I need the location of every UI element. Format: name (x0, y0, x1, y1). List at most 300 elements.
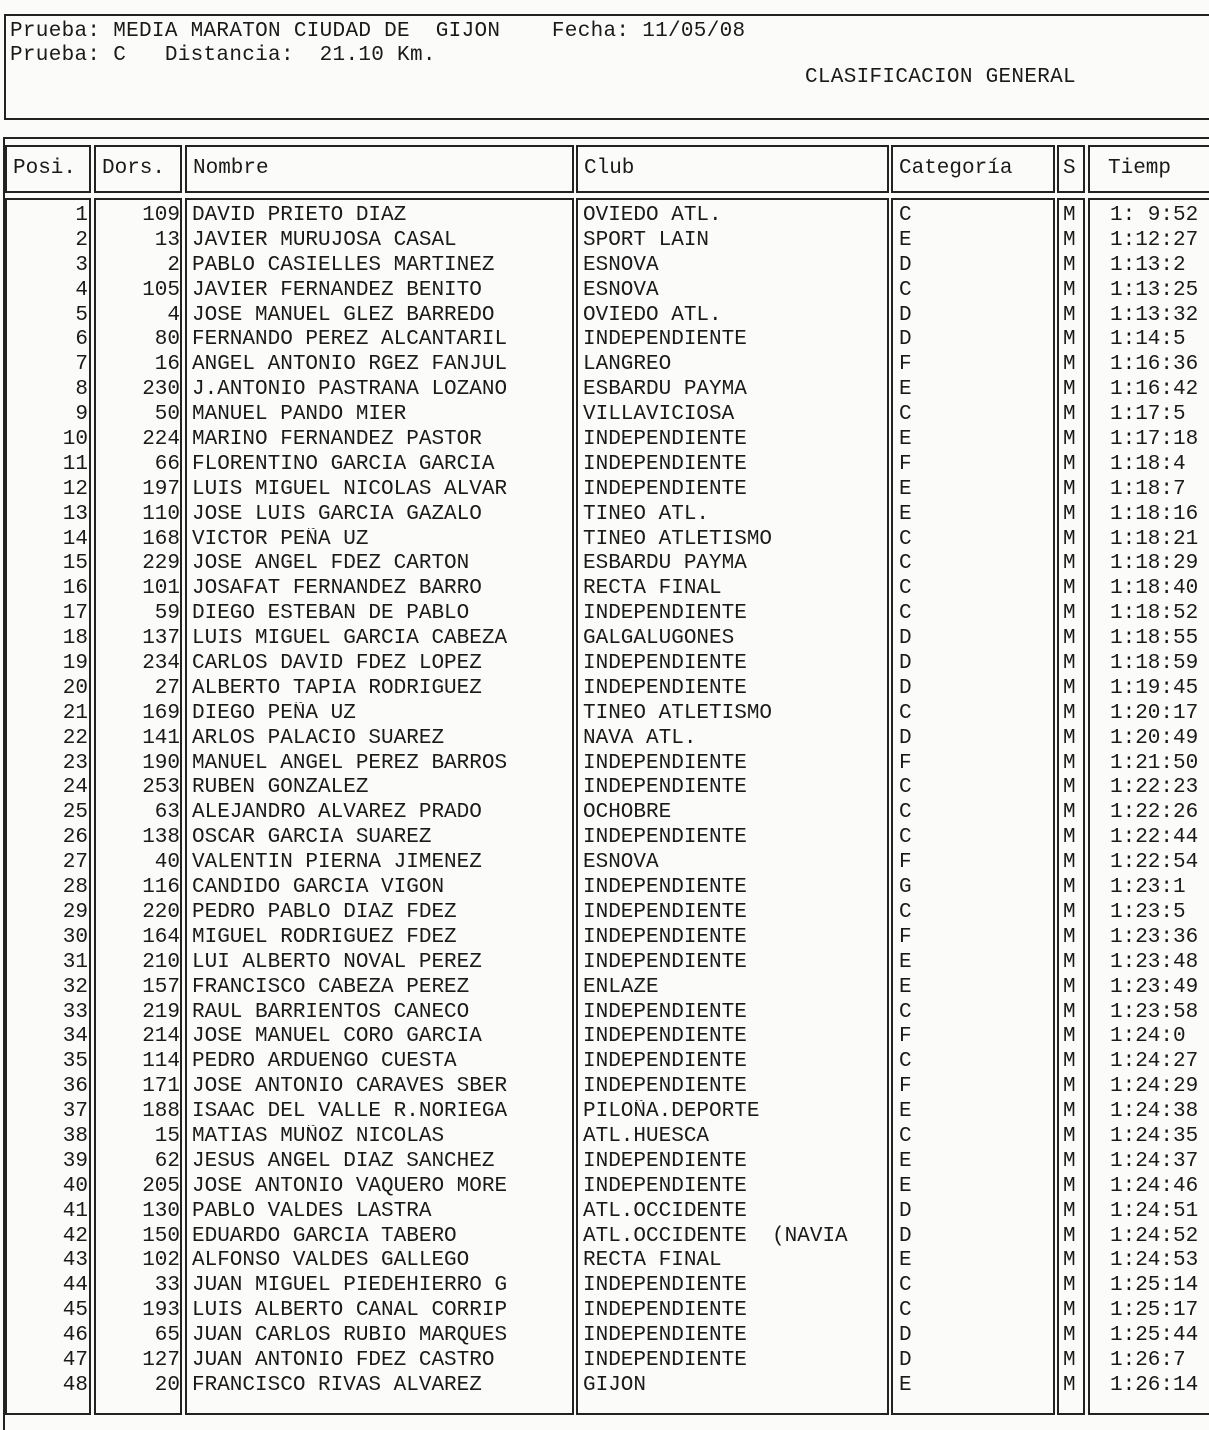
club-cell: ENLAZE (583, 975, 659, 999)
time-cell: 1:21:50 (1110, 751, 1199, 775)
sex-cell: M (1063, 1149, 1076, 1173)
sex-cell: M (1063, 502, 1076, 526)
table-row (0, 1100, 1209, 1125)
position-cell: 22 (62, 726, 88, 750)
sex-cell: M (1063, 602, 1076, 626)
name-cell: MANUEL PANDO MIER (192, 403, 407, 427)
sex-cell: M (1063, 253, 1076, 277)
time-cell: 1:18:59 (1110, 652, 1199, 676)
dorsal-cell: 114 (142, 1050, 180, 1074)
club-cell: INDEPENDIENTE (583, 925, 747, 949)
time-cell: 1:16:42 (1110, 378, 1199, 402)
sex-cell: M (1063, 378, 1076, 402)
time-cell: 1:24:35 (1110, 1124, 1199, 1148)
category-cell: E (899, 477, 912, 501)
time-cell: 1:20:49 (1110, 726, 1199, 750)
table-row (0, 1225, 1209, 1250)
name-cell: ISAAC DEL VALLE R.NORIEGA (192, 1100, 508, 1124)
name-cell: JAVIER FERNANDEZ BENITO (192, 278, 482, 302)
position-cell: 39 (62, 1149, 88, 1173)
club-cell: PILOÑA.DEPORTE (583, 1100, 760, 1124)
dorsal-cell: 127 (142, 1348, 180, 1372)
table-row (0, 752, 1209, 777)
time-cell: 1:24:0 (1110, 1025, 1186, 1049)
name-cell: EDUARDO GARCIA TABERO (192, 1224, 457, 1248)
position-cell: 6 (75, 328, 88, 352)
table-row (0, 776, 1209, 801)
header-categoria: Categoría (891, 145, 1055, 193)
category-cell: C (899, 776, 912, 800)
header-posi: Posi. (5, 145, 91, 193)
club-cell: INDEPENDIENTE (583, 900, 747, 924)
sex-cell: M (1063, 1100, 1076, 1124)
category-cell: C (899, 577, 912, 601)
time-cell: 1:23:36 (1110, 925, 1199, 949)
club-cell: LANGREO (583, 353, 672, 377)
race-distance-line: Prueba: C Distancia: 21.10 Km. (10, 44, 436, 67)
time-cell: 1:24:29 (1110, 1075, 1199, 1099)
name-cell: ALEJANDRO ALVAREZ PRADO (192, 801, 482, 825)
name-cell: J.ANTONIO PASTRANA LOZANO (192, 378, 508, 402)
time-cell: 1:18:21 (1110, 527, 1199, 551)
time-cell: 1:23:5 (1110, 900, 1186, 924)
name-cell: LUIS ALBERTO CANAL CORRIP (192, 1299, 508, 1323)
sex-cell: M (1063, 801, 1076, 825)
dorsal-cell: 230 (142, 378, 180, 402)
table-row (0, 328, 1209, 353)
dorsal-cell: 220 (142, 900, 180, 924)
club-cell: ATL.OCCIDENTE (583, 1199, 747, 1223)
table-row (0, 1150, 1209, 1175)
sex-cell: M (1063, 876, 1076, 900)
table-row (0, 1175, 1209, 1200)
sex-cell: M (1063, 527, 1076, 551)
category-cell: C (899, 801, 912, 825)
category-cell: C (899, 900, 912, 924)
club-cell: GIJON (583, 1373, 647, 1397)
table-row (0, 577, 1209, 602)
table-row (0, 826, 1209, 851)
sex-cell: M (1063, 1324, 1076, 1348)
club-cell: OVIEDO ATL. (583, 204, 722, 227)
dorsal-cell: 33 (154, 1274, 180, 1298)
category-cell: E (899, 1373, 912, 1397)
position-cell: 34 (62, 1025, 88, 1049)
table-row (0, 1050, 1209, 1075)
dorsal-cell: 27 (154, 676, 180, 700)
time-cell: 1:13:2 (1110, 253, 1186, 277)
time-cell: 1:24:27 (1110, 1050, 1199, 1074)
time-cell: 1:14:5 (1110, 328, 1186, 352)
sex-cell: M (1063, 925, 1076, 949)
position-cell: 47 (62, 1348, 88, 1372)
club-cell: OVIEDO ATL. (583, 303, 722, 327)
position-cell: 10 (62, 428, 88, 452)
club-cell: ESBARDU PAYMA (583, 552, 747, 576)
name-cell: CANDIDO GARCIA VIGON (192, 876, 445, 900)
time-cell: 1:16:36 (1110, 353, 1199, 377)
position-cell: 12 (62, 477, 88, 501)
position-cell: 25 (62, 801, 88, 825)
name-cell: JOSE ANTONIO CARAVES SBER (192, 1075, 508, 1099)
club-cell: INDEPENDIENTE (583, 1025, 747, 1049)
category-cell: D (899, 1324, 912, 1348)
position-cell: 26 (62, 826, 88, 850)
dorsal-cell: 13 (154, 228, 180, 252)
sex-cell: M (1063, 477, 1076, 501)
time-cell: 1:24:51 (1110, 1199, 1199, 1223)
dorsal-cell: 50 (154, 403, 180, 427)
club-cell: INDEPENDIENTE (583, 452, 747, 476)
category-cell: F (899, 452, 912, 476)
sex-cell: M (1063, 851, 1076, 875)
club-cell: INDEPENDIENTE (583, 1149, 747, 1173)
name-cell: DAVID PRIETO DIAZ (192, 204, 407, 227)
table-row (0, 304, 1209, 329)
sex-cell: M (1063, 1348, 1076, 1372)
table-row (0, 254, 1209, 279)
name-cell: FRANCISCO CABEZA PEREZ (192, 975, 470, 999)
name-cell: PEDRO ARDUENGO CUESTA (192, 1050, 457, 1074)
club-cell: TINEO ATLETISMO (583, 527, 773, 551)
sex-cell: M (1063, 975, 1076, 999)
sex-cell: M (1063, 1224, 1076, 1248)
category-cell: D (899, 328, 912, 352)
club-cell: INDEPENDIENTE (583, 602, 747, 626)
sex-cell: M (1063, 1373, 1076, 1397)
club-cell: ESNOVA (583, 278, 659, 302)
header-sexo: S (1057, 145, 1085, 193)
position-cell: 16 (62, 577, 88, 601)
position-cell: 42 (62, 1224, 88, 1248)
club-cell: INDEPENDIENTE (583, 1050, 747, 1074)
dorsal-cell: 229 (142, 552, 180, 576)
sex-cell: M (1063, 950, 1076, 974)
club-cell: TINEO ATL. (583, 502, 710, 526)
name-cell: JOSE ANGEL FDEZ CARTON (192, 552, 470, 576)
time-cell: 1:26:14 (1110, 1373, 1199, 1397)
category-cell: C (899, 204, 912, 227)
sex-cell: M (1063, 577, 1076, 601)
club-cell: RECTA FINAL (583, 1249, 722, 1273)
dorsal-cell: 193 (142, 1299, 180, 1323)
table-row (0, 1299, 1209, 1324)
time-cell: 1:18:7 (1110, 477, 1186, 501)
dorsal-cell: 164 (142, 925, 180, 949)
category-cell: C (899, 1050, 912, 1074)
category-cell: E (899, 1100, 912, 1124)
position-cell: 27 (62, 851, 88, 875)
category-cell: C (899, 602, 912, 626)
table-row (0, 428, 1209, 453)
position-cell: 44 (62, 1274, 88, 1298)
table-row (0, 403, 1209, 428)
sex-cell: M (1063, 1075, 1076, 1099)
club-cell: TINEO ATLETISMO (583, 701, 773, 725)
sex-cell: M (1063, 1174, 1076, 1198)
time-cell: 1:24:38 (1110, 1100, 1199, 1124)
sex-cell: M (1063, 1274, 1076, 1298)
table-row (0, 1125, 1209, 1150)
sex-cell: M (1063, 1124, 1076, 1148)
position-cell: 17 (62, 602, 88, 626)
name-cell: JOSE MANUEL GLEZ BARREDO (192, 303, 495, 327)
club-cell: INDEPENDIENTE (583, 477, 747, 501)
position-cell: 31 (62, 950, 88, 974)
name-cell: JAVIER MURUJOSA CASAL (192, 228, 457, 252)
name-cell: JOSE LUIS GARCIA GAZALO (192, 502, 482, 526)
sex-cell: M (1063, 726, 1076, 750)
name-cell: MARINO FERNANDEZ PASTOR (192, 428, 482, 452)
category-cell: C (899, 527, 912, 551)
dorsal-cell: 16 (154, 353, 180, 377)
name-cell: JOSE MANUEL CORO GARCIA (192, 1025, 482, 1049)
category-cell: F (899, 751, 912, 775)
position-cell: 28 (62, 876, 88, 900)
table-row (0, 1274, 1209, 1299)
category-cell: E (899, 1174, 912, 1198)
position-cell: 41 (62, 1199, 88, 1223)
club-cell: ATL.OCCIDENTE (NAVIA (583, 1224, 848, 1248)
sex-cell: M (1063, 826, 1076, 850)
dorsal-cell: 157 (142, 975, 180, 999)
sex-cell: M (1063, 328, 1076, 352)
dorsal-cell: 59 (154, 602, 180, 626)
club-cell: ESNOVA (583, 851, 659, 875)
header-dors: Dors. (94, 145, 182, 193)
sex-cell: M (1063, 1025, 1076, 1049)
table-row (0, 204, 1209, 229)
position-cell: 13 (62, 502, 88, 526)
category-cell: C (899, 701, 912, 725)
category-cell: E (899, 428, 912, 452)
name-cell: ARLOS PALACIO SUAREZ (192, 726, 445, 750)
club-cell: INDEPENDIENTE (583, 676, 747, 700)
category-cell: E (899, 378, 912, 402)
table-row (0, 677, 1209, 702)
position-cell: 5 (75, 303, 88, 327)
dorsal-cell: 15 (154, 1124, 180, 1148)
position-cell: 7 (75, 353, 88, 377)
time-cell: 1:24:37 (1110, 1149, 1199, 1173)
time-cell: 1:22:23 (1110, 776, 1199, 800)
time-cell: 1:18:4 (1110, 452, 1186, 476)
name-cell: FRANCISCO RIVAS ALVAREZ (192, 1373, 482, 1397)
time-cell: 1:17:18 (1110, 428, 1199, 452)
category-cell: C (899, 278, 912, 302)
dorsal-cell: 105 (142, 278, 180, 302)
dorsal-cell: 137 (142, 627, 180, 651)
position-cell: 29 (62, 900, 88, 924)
sex-cell: M (1063, 1249, 1076, 1273)
position-cell: 8 (75, 378, 88, 402)
position-cell: 33 (62, 1000, 88, 1024)
position-cell: 21 (62, 701, 88, 725)
club-cell: ESBARDU PAYMA (583, 378, 747, 402)
name-cell: JOSAFAT FERNANDEZ BARRO (192, 577, 482, 601)
category-cell: C (899, 826, 912, 850)
dorsal-cell: 20 (154, 1373, 180, 1397)
dorsal-cell: 109 (142, 204, 180, 227)
club-cell: NAVA ATL. (583, 726, 697, 750)
results-rows (0, 204, 1209, 1399)
club-cell: INDEPENDIENTE (583, 428, 747, 452)
category-cell: G (899, 876, 912, 900)
club-cell: INDEPENDIENTE (583, 328, 747, 352)
name-cell: MIGUEL RODRIGUEZ FDEZ (192, 925, 457, 949)
position-cell: 46 (62, 1324, 88, 1348)
position-cell: 1 (75, 204, 88, 227)
sex-cell: M (1063, 278, 1076, 302)
dorsal-cell: 188 (142, 1100, 180, 1124)
name-cell: ALFONSO VALDES GALLEGO (192, 1249, 470, 1273)
category-cell: E (899, 1249, 912, 1273)
dorsal-cell: 169 (142, 701, 180, 725)
dorsal-cell: 171 (142, 1075, 180, 1099)
name-cell: MATIAS MUÑOZ NICOLAS (192, 1124, 445, 1148)
club-cell: INDEPENDIENTE (583, 1075, 747, 1099)
table-row (0, 951, 1209, 976)
position-cell: 38 (62, 1124, 88, 1148)
dorsal-cell: 40 (154, 851, 180, 875)
position-cell: 9 (75, 403, 88, 427)
table-row (0, 552, 1209, 577)
name-cell: MANUEL ANGEL PEREZ BARROS (192, 751, 508, 775)
name-cell: OSCAR GARCIA SUAREZ (192, 826, 432, 850)
table-row (0, 378, 1209, 403)
name-cell: RAUL BARRIENTOS CANECO (192, 1000, 470, 1024)
time-cell: 1:24:46 (1110, 1174, 1199, 1198)
category-cell: D (899, 726, 912, 750)
position-cell: 4 (75, 278, 88, 302)
category-cell: C (899, 1274, 912, 1298)
dorsal-cell: 219 (142, 1000, 180, 1024)
dorsal-cell: 116 (142, 876, 180, 900)
dorsal-cell: 110 (142, 502, 180, 526)
sex-cell: M (1063, 403, 1076, 427)
table-row (0, 1075, 1209, 1100)
club-cell: ATL.HUESCA (583, 1124, 710, 1148)
table-row (0, 229, 1209, 254)
name-cell: FLORENTINO GARCIA GARCIA (192, 452, 495, 476)
time-cell: 1:23:48 (1110, 950, 1199, 974)
category-cell: E (899, 502, 912, 526)
category-cell: C (899, 552, 912, 576)
table-row (0, 926, 1209, 951)
club-cell: INDEPENDIENTE (583, 1348, 747, 1372)
table-row (0, 1249, 1209, 1274)
time-cell: 1:26:7 (1110, 1348, 1186, 1372)
time-cell: 1:20:17 (1110, 701, 1199, 725)
club-cell: VILLAVICIOSA (583, 403, 735, 427)
time-cell: 1:18:52 (1110, 602, 1199, 626)
position-cell: 14 (62, 527, 88, 551)
club-cell: INDEPENDIENTE (583, 1000, 747, 1024)
table-row (0, 1324, 1209, 1349)
dorsal-cell: 66 (154, 452, 180, 476)
sex-cell: M (1063, 228, 1076, 252)
sex-cell: M (1063, 751, 1076, 775)
time-cell: 1:24:53 (1110, 1249, 1199, 1273)
table-row (0, 453, 1209, 478)
sex-cell: M (1063, 303, 1076, 327)
classification-title: CLASIFICACION GENERAL (805, 66, 1076, 89)
category-cell: E (899, 975, 912, 999)
sex-cell: M (1063, 652, 1076, 676)
name-cell: DIEGO PEÑA UZ (192, 701, 356, 725)
sex-cell: M (1063, 900, 1076, 924)
name-cell: PABLO CASIELLES MARTINEZ (192, 253, 495, 277)
table-row (0, 1374, 1209, 1399)
club-cell: INDEPENDIENTE (583, 1274, 747, 1298)
name-cell: LUI ALBERTO NOVAL PEREZ (192, 950, 482, 974)
sex-cell: M (1063, 676, 1076, 700)
name-cell: LUIS MIGUEL GARCIA CABEZA (192, 627, 508, 651)
table-row (0, 528, 1209, 553)
category-cell: E (899, 1149, 912, 1173)
table-row (0, 503, 1209, 528)
dorsal-cell: 253 (142, 776, 180, 800)
position-cell: 37 (62, 1100, 88, 1124)
time-cell: 1:23:58 (1110, 1000, 1199, 1024)
dorsal-cell: 101 (142, 577, 180, 601)
position-cell: 36 (62, 1075, 88, 1099)
position-cell: 24 (62, 776, 88, 800)
header-club: Club (576, 145, 889, 193)
name-cell: ALBERTO TAPIA RODRIGUEZ (192, 676, 482, 700)
time-cell: 1:25:17 (1110, 1299, 1199, 1323)
dorsal-cell: 102 (142, 1249, 180, 1273)
sex-cell: M (1063, 353, 1076, 377)
category-cell: D (899, 1224, 912, 1248)
dorsal-cell: 141 (142, 726, 180, 750)
time-cell: 1:22:54 (1110, 851, 1199, 875)
position-cell: 18 (62, 627, 88, 651)
club-cell: INDEPENDIENTE (583, 876, 747, 900)
time-cell: 1:17:5 (1110, 403, 1186, 427)
category-cell: C (899, 1124, 912, 1148)
category-cell: D (899, 627, 912, 651)
club-cell: RECTA FINAL (583, 577, 722, 601)
dorsal-cell: 63 (154, 801, 180, 825)
sex-cell: M (1063, 627, 1076, 651)
time-cell: 1: 9:52 (1110, 204, 1199, 227)
table-row (0, 1349, 1209, 1374)
club-cell: INDEPENDIENTE (583, 1324, 747, 1348)
table-row (0, 727, 1209, 752)
table-row (0, 353, 1209, 378)
club-cell: ESNOVA (583, 253, 659, 277)
dorsal-cell: 197 (142, 477, 180, 501)
time-cell: 1:13:32 (1110, 303, 1199, 327)
header-tiempo: Tiemp (1088, 145, 1209, 193)
time-cell: 1:25:14 (1110, 1274, 1199, 1298)
dorsal-cell: 65 (154, 1324, 180, 1348)
club-cell: SPORT LAIN (583, 228, 710, 252)
position-cell: 2 (75, 228, 88, 252)
table-row (0, 602, 1209, 627)
category-cell: D (899, 676, 912, 700)
sex-cell: M (1063, 701, 1076, 725)
position-cell: 48 (62, 1373, 88, 1397)
sex-cell: M (1063, 1299, 1076, 1323)
sex-cell: M (1063, 1050, 1076, 1074)
club-cell: INDEPENDIENTE (583, 652, 747, 676)
time-cell: 1:12:27 (1110, 228, 1199, 252)
dorsal-cell: 224 (142, 428, 180, 452)
club-cell: INDEPENDIENTE (583, 1299, 747, 1323)
table-row (0, 279, 1209, 304)
